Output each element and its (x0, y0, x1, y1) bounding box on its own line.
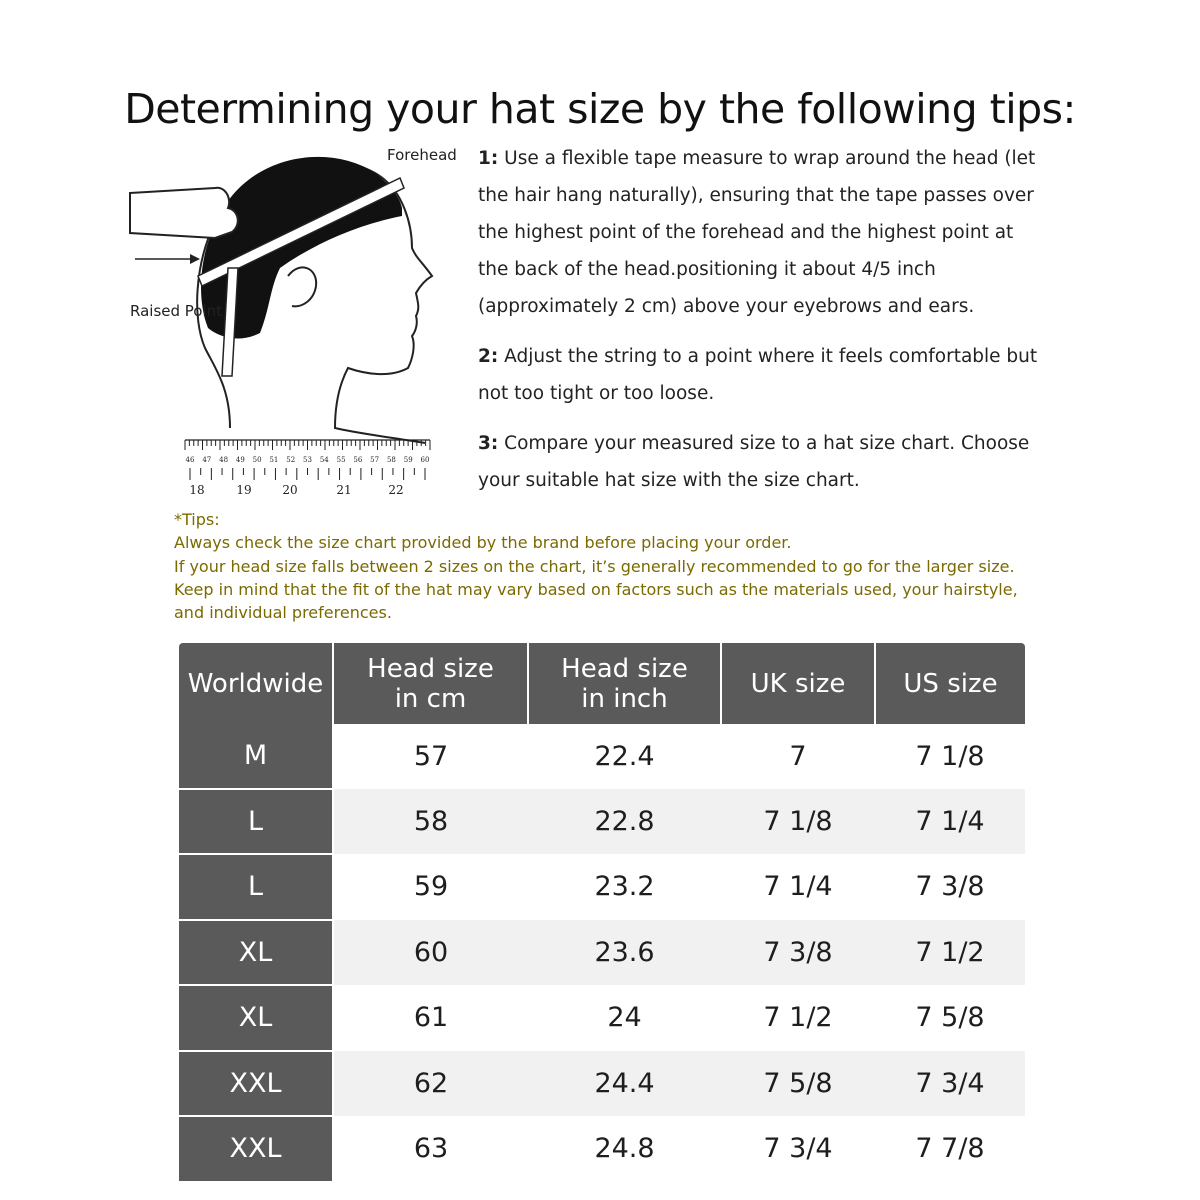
table-cell: 7 1/4 (875, 789, 1025, 855)
hand-shape (130, 188, 238, 238)
ruler-cm-label: 46 (185, 456, 195, 464)
step-number: 3: (478, 433, 499, 454)
table-cell: 59 (333, 854, 528, 920)
worldwide-size-cell: M (179, 724, 333, 789)
step-number: 2: (478, 346, 499, 367)
table-cell: 24 (528, 985, 721, 1051)
size-chart-table (179, 643, 1025, 1183)
table-row (179, 1051, 1025, 1117)
step-text: Adjust the string to a point where it feels comfortable but not too tight or too loose. (478, 346, 1038, 404)
worldwide-size-cell: L (179, 789, 333, 855)
table-body (179, 724, 1025, 1182)
table-row (179, 985, 1025, 1051)
tip-line: and individual preferences. (174, 603, 392, 623)
step-number: 1: (478, 148, 499, 169)
worldwide-size-cell: L (179, 854, 333, 920)
ruler-cm-label: 56 (353, 456, 363, 464)
table-cell: 7 1/2 (875, 920, 1025, 986)
arrow-head (190, 254, 200, 264)
ruler-inch-label: 21 (336, 483, 352, 497)
ruler-cm-label: 58 (386, 456, 396, 464)
ruler-inch-label: 20 (282, 483, 298, 497)
ruler-cm-label: 60 (420, 456, 430, 464)
table-cell: 7 1/8 (721, 789, 875, 855)
step-text: Compare your measured size to a hat size chart. Choose your suitable hat size with the size chart. (478, 433, 1030, 491)
column-header: Head size in cm (333, 643, 528, 724)
table-cell: 24.4 (528, 1051, 721, 1117)
tip-line: If your head size falls between 2 sizes on the chart, it’s generally recommended to go for the larger size. (174, 556, 1015, 576)
ruler-cm-label: 57 (370, 456, 380, 464)
ruler-inch-label: 22 (388, 483, 404, 497)
tips-block (174, 508, 1054, 624)
table-cell: 57 (333, 724, 528, 789)
table-cell: 7 (721, 724, 875, 789)
table-row (179, 724, 1025, 789)
step-1 (478, 140, 1048, 325)
table-cell: 7 1/8 (875, 724, 1025, 789)
ruler-inch-label: 18 (189, 483, 205, 497)
table-cell: 7 3/8 (721, 920, 875, 986)
ruler-cm-label: 49 (235, 456, 245, 464)
table-cell: 7 1/4 (721, 854, 875, 920)
column-header: Head size in inch (528, 643, 721, 724)
table-cell: 63 (333, 1116, 528, 1182)
column-header: UK size (721, 643, 875, 724)
table-cell: 61 (333, 985, 528, 1051)
tip-line: Keep in mind that the fit of the hat may vary based on factors such as the materials used, your hairstyle, (174, 579, 1018, 599)
table-cell: 7 7/8 (875, 1116, 1025, 1182)
ruler-cm-label: 54 (319, 456, 329, 464)
instructions (478, 140, 1048, 512)
head-illustration-svg (120, 128, 465, 498)
table-cell: 24.8 (528, 1116, 721, 1182)
step-2 (478, 338, 1048, 412)
tips-heading: *Tips: (174, 510, 220, 529)
head-measurement-illustration (120, 128, 465, 498)
page-title: Determining your hat size by the following tips: (124, 85, 1076, 134)
ruler-cm-label: 59 (403, 456, 413, 464)
table-cell: 7 1/2 (721, 985, 875, 1051)
forehead-label: Forehead (387, 146, 457, 164)
table-cell: 62 (333, 1051, 528, 1117)
raised-point-label: Raised Point (130, 302, 223, 320)
ruler-cm-label: 47 (202, 456, 212, 464)
table-cell: 7 5/8 (875, 985, 1025, 1051)
step-3 (478, 425, 1048, 499)
ear-shape (288, 267, 316, 306)
worldwide-size-cell: XXL (179, 1116, 333, 1182)
table-cell: 60 (333, 920, 528, 986)
ruler-cm-label: 48 (219, 456, 229, 464)
worldwide-size-cell: XL (179, 920, 333, 986)
table-cell: 7 3/4 (875, 1051, 1025, 1117)
ruler-cm-label: 52 (286, 456, 296, 464)
table-header-row (179, 643, 1025, 724)
step-text: Use a flexible tape measure to wrap around the head (let the hair hang naturally), ensuring that the tape passes over the highest point of the forehead and the highest point at the back of the head.positioning it about 4/5 inch (approximately 2 cm) above your eyebrows and ears. (478, 148, 1036, 317)
table-cell: 22.8 (528, 789, 721, 855)
table-row (179, 920, 1025, 986)
column-header: Worldwide (179, 643, 333, 724)
ruler-cm-label: 51 (269, 456, 279, 464)
table-row (179, 854, 1025, 920)
ruler-inch-label: 19 (236, 483, 252, 497)
ruler-cm-label: 55 (336, 456, 346, 464)
table-row (179, 789, 1025, 855)
ruler-cm-label: 53 (303, 456, 312, 464)
column-header: US size (875, 643, 1025, 724)
table-cell: 7 3/8 (875, 854, 1025, 920)
table-cell: 23.2 (528, 854, 721, 920)
table-cell: 58 (333, 789, 528, 855)
ruler (185, 440, 430, 497)
table-row (179, 1116, 1025, 1182)
ruler-cm-label: 50 (252, 456, 262, 464)
table-cell: 7 5/8 (721, 1051, 875, 1117)
worldwide-size-cell: XL (179, 985, 333, 1051)
worldwide-size-cell: XXL (179, 1051, 333, 1117)
tip-line: Always check the size chart provided by the brand before placing your order. (174, 533, 792, 553)
table-cell: 7 3/4 (721, 1116, 875, 1182)
table-cell: 22.4 (528, 724, 721, 789)
table-cell: 23.6 (528, 920, 721, 986)
